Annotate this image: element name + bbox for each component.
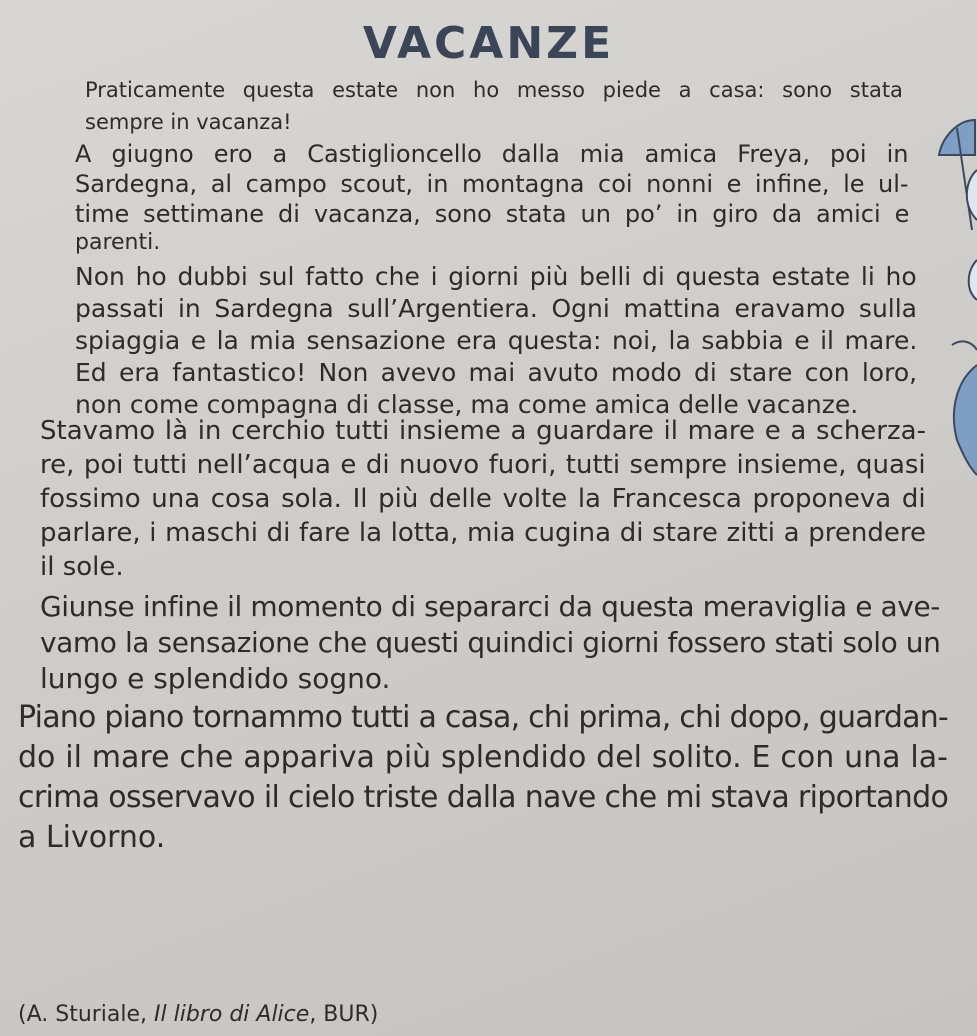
text-line: Praticamente questa estate non ho messo piede a casa: sono stata — [85, 78, 903, 102]
text-line: crima osservavo il cielo triste dalla nave che mi stava riportando — [18, 780, 949, 815]
citation-suffix: , BUR) — [309, 1002, 379, 1027]
text-line: fossimo una cosa sola. Il più delle volte la Francesca proponeva di — [40, 484, 926, 514]
text-line: parlare, i maschi di fare la lotta, mia cugina di stare zitti a prendere — [40, 518, 926, 548]
text-line: passati in Sardegna sull’Argentiera. Ogni mattina eravamo sulla — [75, 294, 918, 323]
citation-book-title: Il libro di Alice — [154, 1002, 310, 1027]
text-line: a Livorno. — [18, 820, 166, 855]
citation — [18, 1002, 378, 1027]
citation-prefix: (A. Sturiale, — [18, 1002, 155, 1027]
text-line: spiaggia e la mia sensazione era questa: noi, la sabbia e il mare. — [75, 326, 918, 355]
text-line: Giunse infine il momento di separarci da questa meraviglia e ave- — [40, 590, 940, 623]
text-line: re, poi tutti nell’acqua e di nuovo fuori, tutti sempre insieme, quasi — [40, 450, 926, 480]
text-line: vamo la sensazione che questi quindici giorni fossero stati solo un — [40, 626, 941, 659]
text-line: Sardegna, al campo scout, in montagna coi nonni e infine, le ul- — [75, 170, 909, 198]
text-line: Stavamo là in cerchio tutti insieme a guardare il mare e a scherza- — [40, 416, 926, 446]
text-line: Non ho dubbi sul fatto che i giorni più belli di questa estate li ho — [75, 262, 917, 291]
text-line: sempre in vacanza! — [85, 110, 292, 134]
text-line: do il mare che appariva più splendido del solito. E con una la- — [18, 740, 948, 775]
text-line: il sole. — [40, 552, 124, 582]
text-line: parenti. — [75, 230, 161, 255]
text-line: non come compagna di classe, ma come amica delle vacanze. — [75, 390, 859, 419]
text-line: time settimane di vacanza, sono stata un po’ in giro da amici e — [75, 200, 910, 228]
text-line: Piano piano tornammo tutti a casa, chi prima, chi dopo, guardan- — [18, 700, 948, 735]
page-title: VACANZE — [362, 18, 615, 69]
text-line: A giugno ero a Castiglioncello dalla mia amica Freya, poi in — [75, 140, 909, 168]
text-line: Ed era fantastico! Non avevo mai avuto modo di stare con loro, — [75, 358, 918, 387]
text-line: lungo e splendido sogno. — [40, 662, 391, 695]
beach-umbrella-icon — [917, 110, 977, 490]
